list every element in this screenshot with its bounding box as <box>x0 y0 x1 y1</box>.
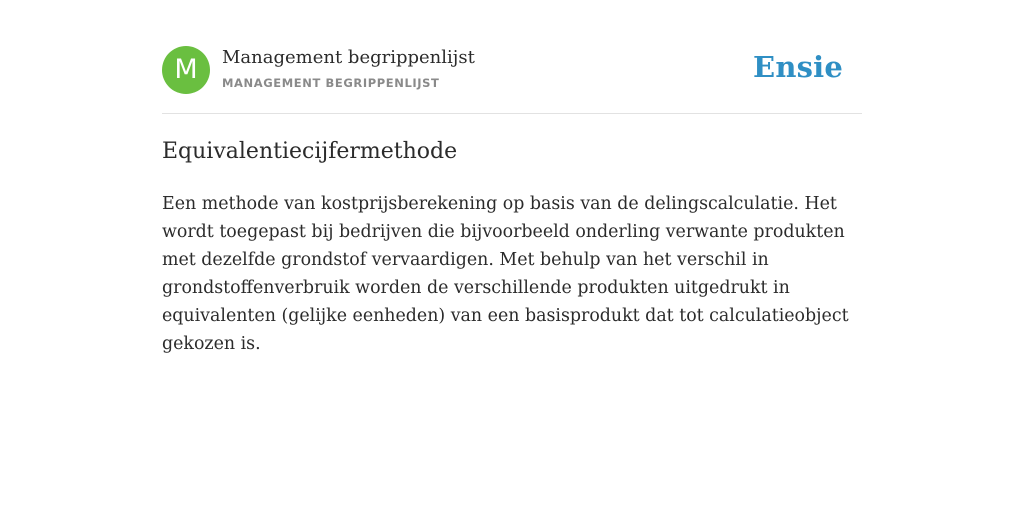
list-title-link[interactable]: Management begrippenlijst <box>222 47 475 68</box>
list-subtitle: MANAGEMENT BEGRIPPENLIJST <box>222 76 440 90</box>
header-divider <box>162 113 862 114</box>
list-header <box>162 46 862 96</box>
term-title: Equivalentiecijfermethode <box>162 139 458 164</box>
brand-logo[interactable]: Ensie <box>753 50 843 84</box>
term-definition: Een methode van kostprijsberekening op basis van de delingscalculatie. Het wordt toegepast bij bedrijven die bijvoorbeeld onderling verwante produkten met dezelfde grondstof vervaardigen. Met behulp van het verschil in grondstoffenverbruik worden de verschillende produkten uitgedrukt in equivalenten (gelijke eenheden) van een basisprodukt dat tot calculatieobject gekozen is. <box>162 194 849 354</box>
list-avatar[interactable]: M <box>162 46 210 94</box>
entry-card <box>162 46 862 354</box>
